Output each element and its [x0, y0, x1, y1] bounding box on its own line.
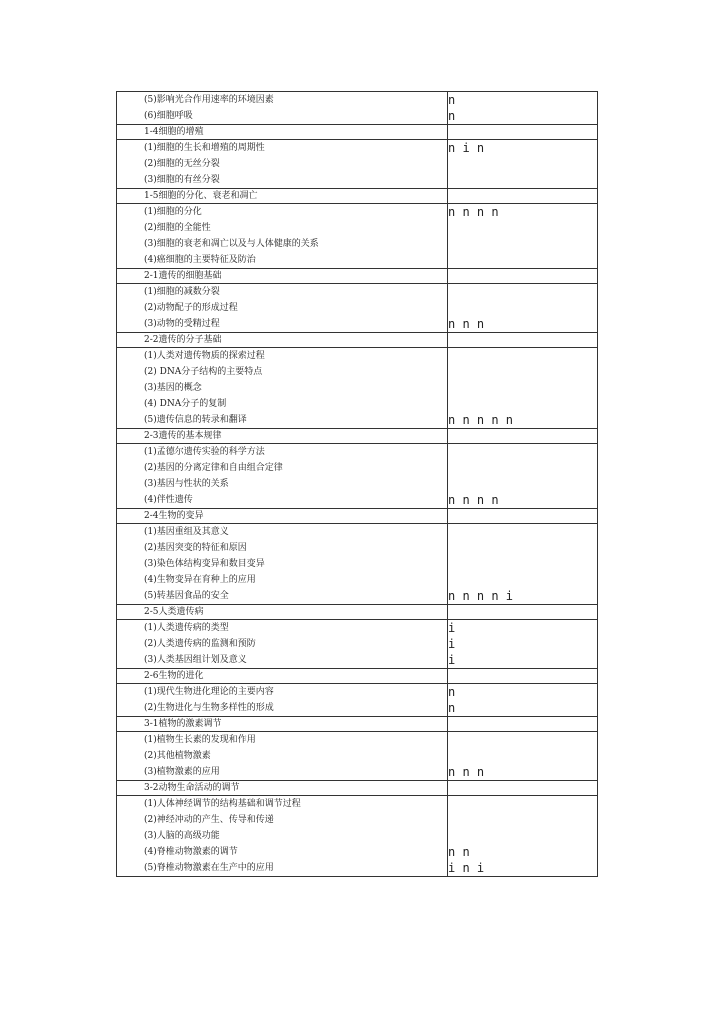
list-item: (4)伴性遗传	[144, 495, 193, 505]
list-item: (1)细胞的生长和增殖的周期性	[144, 143, 265, 153]
marks-cell	[448, 204, 598, 269]
section-header-row	[117, 189, 598, 204]
list-item: (5)脊椎动物激素在生产中的应用	[144, 863, 274, 873]
list-item: (2)动物配子的形成过程	[144, 303, 238, 313]
section-header-cell	[117, 509, 448, 524]
section-items-row	[117, 444, 598, 509]
marks-cell	[448, 92, 598, 125]
section-title: 2-2遗传的分子基础	[144, 335, 222, 345]
section-header-row	[117, 429, 598, 444]
section-header-mark-cell	[448, 429, 598, 444]
section-header-row	[117, 509, 598, 524]
mark-text: n n	[448, 845, 470, 859]
section-items-row	[117, 620, 598, 669]
list-item: (2)细胞的全能性	[144, 223, 211, 233]
mark-text: i	[448, 621, 456, 635]
section-items-row	[117, 204, 598, 269]
items-cell	[117, 348, 448, 429]
section-items-row	[117, 524, 598, 605]
mark-text: n i n	[448, 141, 485, 155]
section-header-cell	[117, 781, 448, 796]
mark-text: i n i	[448, 861, 485, 875]
mark-text: n n n	[448, 765, 485, 779]
items-cell	[117, 444, 448, 509]
list-item: (3)人类基因组计划及意义	[144, 655, 247, 665]
list-item: (1)人类对遗传物质的探索过程	[144, 351, 265, 361]
marks-cell	[448, 796, 598, 877]
section-header-row	[117, 269, 598, 284]
list-item: (4)癌细胞的主要特征及防治	[144, 255, 256, 265]
marks-cell	[448, 684, 598, 717]
list-item: (5)遗传信息的转录和翻译	[144, 415, 247, 425]
list-item: (5)转基因食品的安全	[144, 591, 229, 601]
items-cell	[117, 284, 448, 333]
section-header-cell	[117, 669, 448, 684]
marks-cell	[448, 732, 598, 781]
section-header-cell	[117, 717, 448, 732]
section-header-cell	[117, 189, 448, 204]
section-items-row	[117, 284, 598, 333]
mark-text: n n n n	[448, 493, 499, 507]
section-title: 2-1遗传的细胞基础	[144, 271, 222, 281]
items-cell	[117, 796, 448, 877]
list-item: (1)现代生物进化理论的主要内容	[144, 687, 274, 697]
list-item: (4) DNA分子的复制	[144, 399, 227, 409]
syllabus-table	[116, 91, 598, 877]
list-item: (2)神经冲动的产生、传导和传递	[144, 815, 274, 825]
marks-cell	[448, 524, 598, 605]
list-item: (4)生物变异在育种上的应用	[144, 575, 256, 585]
list-item: (2)基因突变的特征和原因	[144, 543, 247, 553]
section-title: 2-5人类遗传病	[144, 607, 204, 617]
list-item: (4)脊椎动物激素的调节	[144, 847, 238, 857]
section-header-row	[117, 781, 598, 796]
section-header-row	[117, 717, 598, 732]
section-header-cell	[117, 605, 448, 620]
marks-cell	[448, 284, 598, 333]
list-item: (2)其他植物激素	[144, 751, 211, 761]
section-items-row	[117, 92, 598, 125]
section-title: 1-4细胞的增殖	[144, 127, 204, 137]
list-item: (3)染色体结构变异和数目变异	[144, 559, 265, 569]
section-items-row	[117, 140, 598, 189]
section-header-mark-cell	[448, 189, 598, 204]
section-title: 2-3遗传的基本规律	[144, 431, 222, 441]
section-title: 1-5细胞的分化、衰老和凋亡	[144, 191, 258, 201]
mark-text: n n n	[448, 317, 485, 331]
list-item: (3)植物激素的应用	[144, 767, 220, 777]
marks-cell	[448, 444, 598, 509]
list-item: (2)人类遗传病的监测和预防	[144, 639, 256, 649]
section-header-row	[117, 125, 598, 140]
section-header-mark-cell	[448, 717, 598, 732]
section-header-cell	[117, 429, 448, 444]
marks-cell	[448, 140, 598, 189]
list-item: (3)人脑的高级功能	[144, 831, 220, 841]
list-item: (2) DNA分子结构的主要特点	[144, 367, 263, 377]
list-item: (2)生物进化与生物多样性的形成	[144, 703, 274, 713]
section-header-mark-cell	[448, 509, 598, 524]
section-header-row	[117, 333, 598, 348]
items-cell	[117, 524, 448, 605]
section-header-mark-cell	[448, 669, 598, 684]
mark-text: n n n n i	[448, 589, 514, 603]
list-item: (3)基因的概念	[144, 383, 202, 393]
mark-text: n	[448, 93, 456, 107]
items-cell	[117, 684, 448, 717]
section-header-mark-cell	[448, 269, 598, 284]
list-item: (2)基因的分离定律和自由组合定律	[144, 463, 283, 473]
mark-text: i	[448, 637, 456, 651]
section-title: 3-1植物的激素调节	[144, 719, 222, 729]
section-header-mark-cell	[448, 333, 598, 348]
section-title: 2-6生物的进化	[144, 671, 204, 681]
marks-cell	[448, 348, 598, 429]
mark-text: n n n n n	[448, 413, 514, 427]
items-cell	[117, 204, 448, 269]
mark-text: n	[448, 109, 456, 123]
section-title: 2-4生物的变异	[144, 511, 204, 521]
section-items-row	[117, 732, 598, 781]
section-items-row	[117, 348, 598, 429]
list-item: (1)植物生长素的发现和作用	[144, 735, 256, 745]
list-item: (3)动物的受精过程	[144, 319, 220, 329]
list-item: (6)细胞呼吸	[144, 111, 193, 121]
marks-cell	[448, 620, 598, 669]
mark-text: n n n n	[448, 205, 499, 219]
list-item: (1)细胞的减数分裂	[144, 287, 220, 297]
list-item: (1)细胞的分化	[144, 207, 202, 217]
section-items-row	[117, 684, 598, 717]
section-header-mark-cell	[448, 781, 598, 796]
items-cell	[117, 92, 448, 125]
items-cell	[117, 140, 448, 189]
syllabus-body	[117, 92, 598, 877]
list-item: (3)细胞的衰老和凋亡以及与人体健康的关系	[144, 239, 319, 249]
section-header-cell	[117, 125, 448, 140]
mark-text: n	[448, 685, 456, 699]
list-item: (3)基因与性状的关系	[144, 479, 229, 489]
mark-text: i	[448, 653, 456, 667]
section-header-mark-cell	[448, 125, 598, 140]
section-header-row	[117, 669, 598, 684]
section-header-cell	[117, 333, 448, 348]
list-item: (2)细胞的无丝分裂	[144, 159, 220, 169]
list-item: (1)人类遗传病的类型	[144, 623, 229, 633]
section-header-mark-cell	[448, 605, 598, 620]
section-header-cell	[117, 269, 448, 284]
list-item: (1)基因重组及其意义	[144, 527, 229, 537]
section-header-row	[117, 605, 598, 620]
items-cell	[117, 620, 448, 669]
items-cell	[117, 732, 448, 781]
list-item: (3)细胞的有丝分裂	[144, 175, 220, 185]
list-item: (1)孟德尔遗传实验的科学方法	[144, 447, 265, 457]
list-item: (5)影响光合作用速率的环境因素	[144, 95, 274, 105]
section-items-row	[117, 796, 598, 877]
section-title: 3-2动物生命活动的调节	[144, 783, 240, 793]
mark-text: n	[448, 701, 456, 715]
list-item: (1)人体神经调节的结构基础和调节过程	[144, 799, 301, 809]
